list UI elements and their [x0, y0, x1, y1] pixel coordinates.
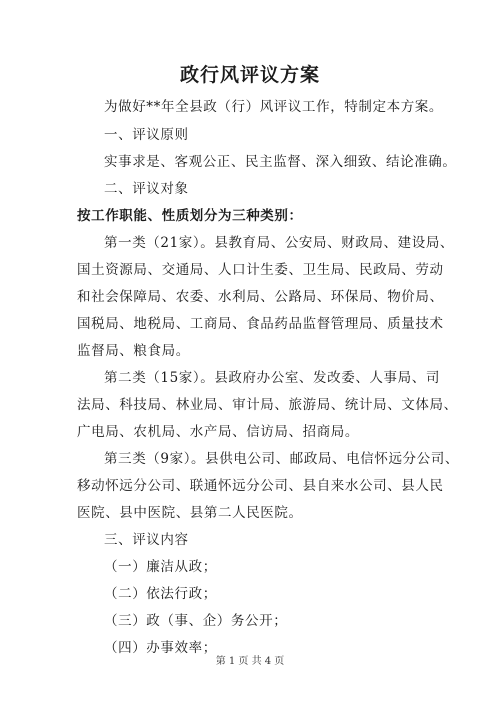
- category1-line: 和社会保障局、农委、水利局、公路局、环保局、物价局、: [77, 289, 444, 305]
- category2-line: 法局、科技局、林业局、审计局、旅游局、统计局、文体局、: [77, 397, 458, 413]
- section3-item: （二）依法行政；: [104, 586, 217, 602]
- section2-subheading: 按工作职能、性质划分为三种类别：: [77, 208, 303, 224]
- page-number-footer: 第 1 页 共 4 页: [215, 656, 285, 667]
- section3-item: （一）廉洁从政；: [104, 559, 217, 575]
- document-title: 政行风评议方案: [179, 64, 320, 86]
- category1-line: 国土资源局、交通局、人口计生委、卫生局、民政局、劳动: [77, 262, 444, 278]
- category3-line: 移动怀远分公司、联通怀远分公司、县自来水公司、县人民: [77, 478, 444, 494]
- category1-line: 第一类（21家）。县教育局、公安局、财政局、建设局、: [104, 235, 455, 251]
- category3-line: 医院、县中医院、县第二人民医院。: [77, 505, 303, 521]
- section3-item: （四）办事效率；: [104, 640, 217, 656]
- category1-line: 国税局、地税局、工商局、食品药品监督管理局、质量技术: [77, 316, 444, 332]
- section3-item: （三）政（事、企）务公开；: [104, 613, 288, 629]
- section3-heading: 三、评议内容: [104, 532, 189, 548]
- category3-line: 第三类（9家）。县供电公司、邮政局、电信怀远分公司、: [104, 451, 459, 467]
- section2-heading: 二、评议对象: [104, 181, 189, 197]
- category1-line: 监督局、粮食局。: [77, 343, 190, 359]
- category2-line: 广电局、农机局、水产局、信访局、招商局。: [77, 424, 359, 440]
- section1-text: 实事求是、客观公正、民主监督、深入细致、结论准确。: [104, 154, 457, 170]
- section1-heading: 一、评议原则: [104, 127, 189, 143]
- intro-paragraph: 为做好**年全县政（行）风评议工作，特制定本方案。: [104, 99, 443, 115]
- category2-line: 第二类（15家）。县政府办公室、发改委、人事局、司: [104, 370, 440, 386]
